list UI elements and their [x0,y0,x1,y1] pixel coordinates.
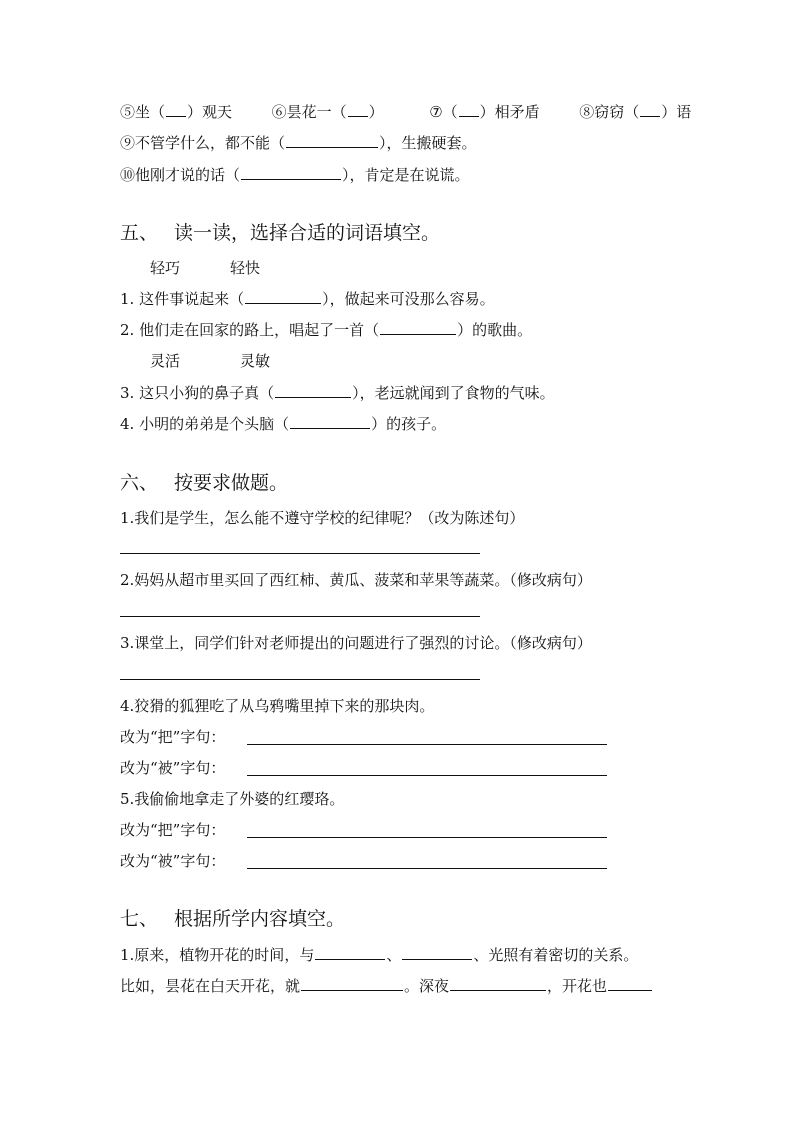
idiom-9-prefix: ⑨不管学什么，都不能（ [120,134,286,152]
section-5-heading [120,220,440,246]
sec6-q4-ba-row [120,727,225,747]
sec5-q3-blank[interactable] [275,383,351,398]
sec6-answer-line-3[interactable] [120,679,480,680]
sec5-q4-blank[interactable] [290,414,370,429]
sec5-question-3 [120,383,555,403]
sec6-question-4: 4.狡猾的狐狸吃了从乌鸦嘴里掉下来的那块肉。 [120,697,435,715]
section-6-title: 按要求做题。 [174,472,289,494]
sec5-q1-suffix: ），做起来可没那么容易。 [322,290,495,308]
sec7-l2-text-c: ，开花也 [547,977,608,995]
sec5-question-4 [120,414,446,434]
idiom-5-suffix: ）观天 [187,103,233,121]
sec6-answer-line-1[interactable] [120,553,480,554]
idiom-7-suffix: ）相矛盾 [479,103,540,121]
sec6-q5-ba-label: 改为“把”字句： [120,821,226,839]
idiom-fill-line-3 [120,165,470,185]
sec6-q4-bei-row [120,758,225,778]
section-6-number: 六、 [120,472,159,494]
sec5-question-1 [120,289,495,309]
sec7-blank-2[interactable] [402,945,472,960]
sec5-question-2 [120,320,532,340]
sec5-q2-blank[interactable] [380,320,456,335]
sec5-q4-prefix: 4. 小明的弟弟是个头脑（ [120,415,290,433]
sec7-l1-text-c: 、光照有着密切的关系。 [473,946,639,964]
sec6-question-2: 2.妈妈从超市里买回了西红柿、黄瓜、菠菜和苹果等蔬菜。（修改病句） [120,571,592,589]
idiom-6-suffix: ） [368,103,384,121]
idiom-8-prefix: ⑧窃窃（ [579,103,640,121]
sec5-q3-suffix: ），老远就闻到了食物的气味。 [352,384,555,402]
idiom-5-prefix: ⑤坐（ [120,103,166,121]
idiom-8-suffix: ）语 [661,103,692,121]
sec6-question-1: 1.我们是学生，怎么能不遵守学校的纪律呢？（改为陈述句） [120,509,525,527]
sec7-l1-text-b: 、 [386,946,402,964]
sec7-line-1 [120,945,638,965]
sec6-q4-bei-label: 改为“被”字句： [120,759,226,777]
section-7-heading [120,906,345,932]
sec7-blank-3[interactable] [301,976,403,991]
idiom-7-blank[interactable] [459,102,479,117]
sec6-q5-ba-answer-line[interactable] [247,837,607,838]
sec7-line-2 [120,976,653,996]
sec6-question-5: 5.我偷偷地拿走了外婆的红璎珞。 [120,790,345,808]
sec6-answer-line-2[interactable] [120,616,480,617]
sec6-q5-ba-row [120,820,225,840]
word-option-1: 轻巧 [150,259,181,277]
sec6-q5-bei-answer-line[interactable] [247,868,607,869]
sec7-l1-text-a: 1.原来，植物开花的时间，与 [120,946,315,964]
idiom-fill-line-2 [120,133,477,153]
sec7-blank-5[interactable] [608,976,652,991]
sec6-q4-ba-label: 改为“把”字句： [120,728,226,746]
idiom-9-blank[interactable] [286,133,378,148]
section-6-heading [120,470,288,496]
section-7-number: 七、 [120,908,159,930]
sec7-blank-4[interactable] [450,976,546,991]
section-7-title: 根据所学内容填空。 [174,908,346,930]
sec5-q2-prefix: 2. 他们走在回家的路上，唱起了一首（ [120,321,380,339]
sec7-l2-text-b: 。深夜 [404,977,450,995]
sec6-q5-bei-label: 改为“被”字句： [120,852,226,870]
sec5-q1-prefix: 1. 这件事说起来（ [120,290,245,308]
sec5-q1-blank[interactable] [245,289,321,304]
sec6-q4-bei-answer-line[interactable] [247,775,607,776]
idiom-7-prefix: ⑦（ [429,103,458,121]
section-5-number: 五、 [120,222,159,244]
sec7-blank-1[interactable] [315,945,385,960]
word-option-3: 灵活 [150,352,181,370]
word-option-2: 轻快 [230,259,261,277]
idiom-8-blank[interactable] [640,102,660,117]
section-5-title: 读一读，选择合适的词语填空。 [174,222,441,244]
idiom-10-suffix: ），肯定是在说谎。 [342,166,470,184]
sec6-question-3: 3.课堂上，同学们针对老师提出的问题进行了强烈的讨论。（修改病句） [120,634,592,652]
idiom-6-prefix: ⑥昙花一（ [271,103,347,121]
word-option-4: 灵敏 [240,352,271,370]
idiom-5-blank[interactable] [166,102,186,117]
idiom-10-blank[interactable] [241,165,341,180]
sec7-l2-text-a: 比如，昙花在白天开花，就 [120,977,301,995]
idiom-fill-line-1 [120,102,691,122]
sec6-q5-bei-row [120,851,225,871]
sec6-q4-ba-answer-line[interactable] [247,744,607,745]
idiom-9-suffix: ），生搬硬套。 [379,134,477,152]
idiom-10-prefix: ⑩他刚才说的话（ [120,166,241,184]
sec5-q3-prefix: 3. 这只小狗的鼻子真（ [120,384,275,402]
sec5-q2-suffix: ）的歌曲。 [457,321,533,339]
sec5-q4-suffix: ）的孩子。 [371,415,447,433]
idiom-6-blank[interactable] [348,102,368,117]
